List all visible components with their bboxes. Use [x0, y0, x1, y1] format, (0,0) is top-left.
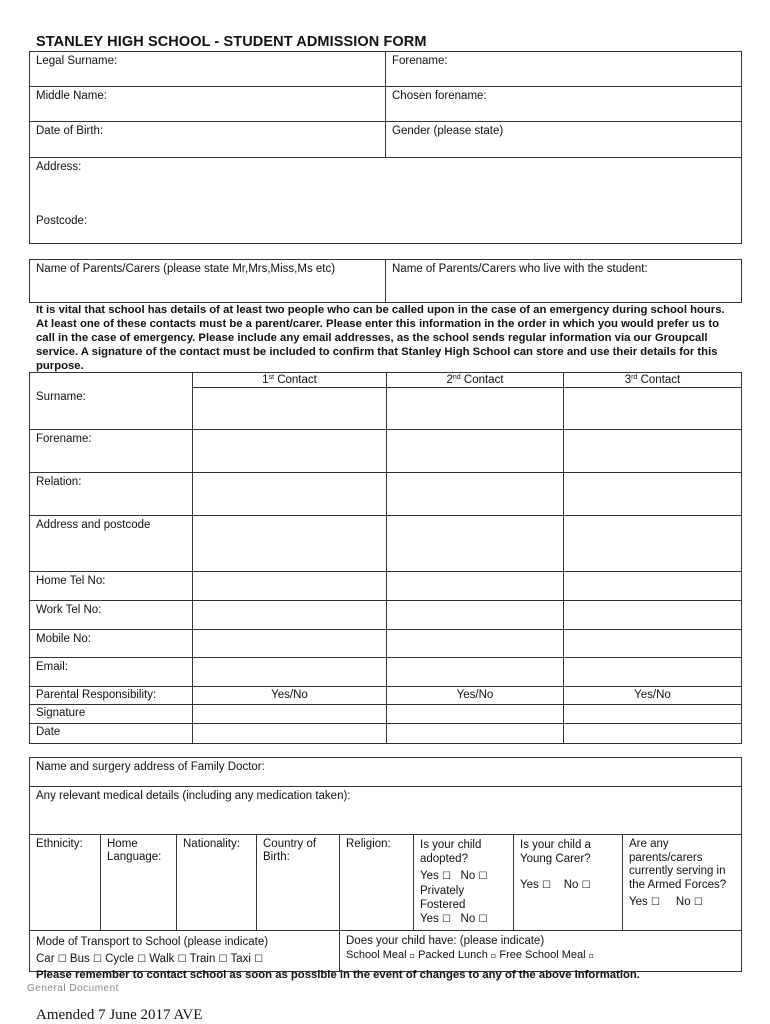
- armed-forces-yes-label: Yes: [629, 896, 648, 908]
- armed-forces-question: Are any parents/carers currently serving in the Armed Forces?: [629, 838, 727, 891]
- gender-field[interactable]: [386, 122, 742, 158]
- contact-3-mobile[interactable]: [564, 630, 742, 658]
- home-tel-label: Home Tel No:: [30, 572, 193, 601]
- email-label: Email:: [30, 658, 193, 687]
- contact-3-forename[interactable]: [564, 430, 742, 473]
- fostered-yes-checkbox[interactable]: ☐: [441, 914, 451, 925]
- email-row: [30, 658, 742, 687]
- contact-1-mobile[interactable]: [193, 630, 387, 658]
- transport-bus-checkbox[interactable]: ☐: [92, 954, 102, 965]
- transport-car-label: Car: [36, 953, 55, 965]
- parental-row: [30, 687, 742, 705]
- nationality-label: Nationality:: [183, 838, 240, 850]
- contact-1-address[interactable]: [193, 516, 387, 572]
- meals-label: Does your child have: (please indicate): [346, 935, 545, 947]
- student-details-table: [29, 51, 742, 244]
- contact-2-relation[interactable]: [387, 473, 564, 516]
- medical-details-field[interactable]: [30, 787, 742, 835]
- contacts-table: [29, 372, 742, 744]
- mobile-row: [30, 630, 742, 658]
- contact-2-forename[interactable]: [387, 430, 564, 473]
- general-document-label: General Document: [27, 983, 119, 994]
- chosen-forename-field[interactable]: [386, 87, 742, 122]
- fostered-question: Privately Fostered: [420, 885, 466, 911]
- surname-label: Surname:: [30, 388, 193, 430]
- work-tel-label: Work Tel No:: [30, 601, 193, 630]
- medical-info-table: [29, 757, 742, 972]
- armed-forces-no-label: No: [675, 896, 691, 908]
- contact-2-email[interactable]: [387, 658, 564, 687]
- contact-3-surname[interactable]: [564, 388, 742, 430]
- parents-live-with-label: Name of Parents/Carers who live with the student:: [392, 263, 648, 275]
- mobile-label: Mobile No:: [30, 630, 193, 658]
- meals-options: [346, 948, 735, 963]
- forename-row: [30, 430, 742, 473]
- meal-school-label: School Meal: [346, 949, 407, 961]
- transport-walk-checkbox[interactable]: ☐: [177, 954, 187, 965]
- contact-1-home-tel[interactable]: [193, 572, 387, 601]
- changes-reminder: Please remember to contact school as soon as possible in the event of changes to any of the above information.: [36, 969, 640, 981]
- transport-taxi-label: Taxi: [230, 953, 251, 965]
- religion-field[interactable]: [340, 835, 414, 931]
- legal-surname-field[interactable]: [30, 52, 386, 87]
- contact-3-email[interactable]: [564, 658, 742, 687]
- contact-2-header: 2nd Contact: [387, 373, 564, 388]
- gender-label: Gender (please state): [392, 125, 504, 137]
- chosen-forename-label: Chosen forename:: [392, 90, 487, 102]
- adopted-no-label: No: [460, 870, 476, 882]
- armed-forces-no-checkbox[interactable]: ☐: [693, 897, 703, 908]
- contact-2-parental[interactable]: Yes/No: [387, 687, 564, 705]
- home-tel-row: [30, 572, 742, 601]
- adopted-no-checkbox[interactable]: ☐: [478, 871, 488, 882]
- contact-2-address[interactable]: [387, 516, 564, 572]
- home-language-field[interactable]: [101, 835, 177, 931]
- contact-2-surname[interactable]: [387, 388, 564, 430]
- contact-1-date[interactable]: [193, 724, 387, 744]
- young-carer-yes-checkbox[interactable]: ☐: [541, 880, 551, 891]
- address-label: Address:: [36, 161, 82, 173]
- emergency-notice: It is vital that school has details of at least two people who can be called upon in the case of an emergency during school hours. At least one of these contacts must be a parent/carer. Please enter this information in the order in which you would prefer us to call in the case of emergency. Please include any email addresses, as the school sends regular information via our Groupcall service. A signature of the contact must be included to confirm that Stanley High School can store and use their details for this purpose.: [36, 304, 725, 372]
- signature-row: [30, 705, 742, 724]
- middle-name-field[interactable]: [30, 87, 386, 122]
- young-carer-question: Is your child a Young Carer?: [520, 839, 591, 865]
- dob-field[interactable]: [30, 122, 386, 158]
- transport-taxi-checkbox[interactable]: ☐: [254, 954, 264, 965]
- contact-3-date[interactable]: [564, 724, 742, 744]
- contact-3-home-tel[interactable]: [564, 572, 742, 601]
- young-carer-yes-label: Yes: [520, 879, 539, 891]
- family-doctor-label: Name and surgery address of Family Doctor:: [36, 761, 265, 773]
- adopted-yes-label: Yes: [420, 870, 439, 882]
- signature-label: Signature: [30, 705, 193, 724]
- transport-field: [30, 931, 340, 972]
- transport-train-checkbox[interactable]: ☐: [218, 954, 228, 965]
- contact-1-signature[interactable]: [193, 705, 387, 724]
- address-field[interactable]: [30, 158, 742, 244]
- home-language-label: Home Language:: [107, 838, 162, 863]
- contacts-header-blank: [30, 373, 193, 388]
- parents-names-label: Name of Parents/Carers (please state Mr,Mrs,Miss,Ms etc): [36, 263, 336, 275]
- contact-1-parental[interactable]: Yes/No: [193, 687, 387, 705]
- surname-row: [30, 388, 742, 430]
- meal-free-label: Free School Meal: [499, 949, 586, 961]
- country-of-birth-field[interactable]: [257, 835, 340, 931]
- parents-names-field[interactable]: [30, 260, 386, 303]
- middle-name-label: Middle Name:: [36, 90, 107, 102]
- contact-3-address[interactable]: [564, 516, 742, 572]
- transport-options: [36, 951, 333, 968]
- contact-1-work-tel[interactable]: [193, 601, 387, 630]
- transport-car-checkbox[interactable]: ☐: [57, 954, 67, 965]
- nationality-field[interactable]: [177, 835, 257, 931]
- transport-train-label: Train: [189, 953, 216, 965]
- contact-1-relation[interactable]: [193, 473, 387, 516]
- contact-2-home-tel[interactable]: [387, 572, 564, 601]
- adopted-question: Is your child adopted?: [420, 839, 482, 865]
- contact-3-relation[interactable]: [564, 473, 742, 516]
- contact-3-parental[interactable]: Yes/No: [564, 687, 742, 705]
- contact-2-mobile[interactable]: [387, 630, 564, 658]
- parental-label: Parental Responsibility:: [30, 687, 193, 705]
- contact-1-forename[interactable]: [193, 430, 387, 473]
- young-carer-no-checkbox[interactable]: ☐: [581, 880, 591, 891]
- parents-live-with-field[interactable]: [386, 260, 742, 303]
- date-row: [30, 724, 742, 744]
- contact-1-email[interactable]: [193, 658, 387, 687]
- dob-label: Date of Birth:: [36, 125, 104, 137]
- fostered-no-label: No: [460, 913, 476, 925]
- meal-packed-checkbox[interactable]: ▫: [490, 951, 497, 960]
- contact-address-label: Address and postcode: [30, 516, 193, 572]
- amended-note: Amended 7 June 2017 AVE: [36, 1007, 203, 1023]
- address-row: [30, 516, 742, 572]
- relation-label: Relation:: [30, 473, 193, 516]
- young-carer-no-label: No: [563, 879, 579, 891]
- meal-free-checkbox[interactable]: ▫: [588, 951, 595, 960]
- form-title: STANLEY HIGH SCHOOL - STUDENT ADMISSION FORM: [36, 34, 427, 50]
- ethnicity-field[interactable]: [30, 835, 101, 931]
- family-doctor-field[interactable]: [30, 758, 742, 787]
- postcode-label: Postcode:: [36, 215, 88, 227]
- contact-1-surname[interactable]: [193, 388, 387, 430]
- parents-table: [29, 259, 742, 303]
- ethnicity-label: Ethnicity:: [36, 838, 83, 850]
- date-label: Date: [30, 724, 193, 744]
- meal-packed-label: Packed Lunch: [418, 949, 488, 961]
- contact-2-signature[interactable]: [387, 705, 564, 724]
- forename-field[interactable]: [386, 52, 742, 87]
- country-of-birth-label: Country of Birth:: [263, 838, 317, 863]
- religion-label: Religion:: [346, 838, 391, 850]
- young-carer-field: [514, 835, 623, 931]
- armed-forces-field: [623, 835, 742, 931]
- transport-cycle-checkbox[interactable]: ☐: [137, 954, 147, 965]
- work-tel-row: [30, 601, 742, 630]
- adopted-yes-checkbox[interactable]: ☐: [441, 871, 451, 882]
- contact-1-header: 1st Contact: [193, 373, 387, 388]
- contact-3-header: 3rd Contact: [564, 373, 742, 388]
- armed-forces-yes-checkbox[interactable]: ☐: [650, 897, 660, 908]
- transport-label: Mode of Transport to School (please indicate): [36, 936, 269, 948]
- meals-field: [340, 931, 742, 972]
- adopted-field: [414, 835, 514, 931]
- legal-surname-label: Legal Surname:: [36, 55, 118, 67]
- transport-cycle-label: Cycle: [105, 953, 134, 965]
- transport-bus-label: Bus: [69, 953, 90, 965]
- contact-forename-label: Forename:: [30, 430, 193, 473]
- meal-school-checkbox[interactable]: ▫: [409, 951, 416, 960]
- transport-walk-label: Walk: [149, 953, 175, 965]
- medical-details-label: Any relevant medical details (including any medication taken):: [36, 790, 351, 802]
- contact-2-date[interactable]: [387, 724, 564, 744]
- contact-3-signature[interactable]: [564, 705, 742, 724]
- contact-3-work-tel[interactable]: [564, 601, 742, 630]
- fostered-no-checkbox[interactable]: ☐: [478, 914, 488, 925]
- contact-2-work-tel[interactable]: [387, 601, 564, 630]
- fostered-yes-label: Yes: [420, 913, 439, 925]
- relation-row: [30, 473, 742, 516]
- forename-label: Forename:: [392, 55, 448, 67]
